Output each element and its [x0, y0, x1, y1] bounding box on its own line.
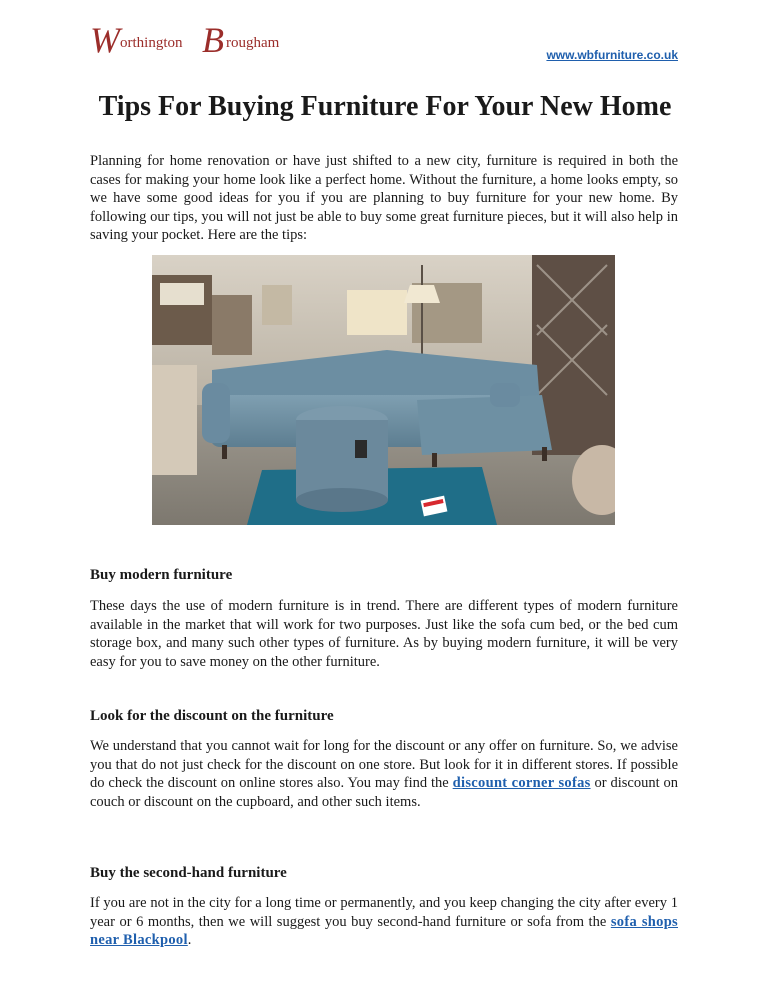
svg-text:B: B: [202, 20, 224, 60]
discount-corner-sofas-link[interactable]: discount corner sofas: [452, 775, 591, 791]
discount-text-after: or discount on couch or discount on the cupboard, and other such items.: [90, 775, 679, 810]
page-title: Tips For Buying Furniture For Your New Home: [98, 91, 672, 122]
svg-text:rougham: rougham: [226, 35, 280, 51]
section-body-second-hand: [90, 894, 678, 950]
second-hand-text-after: .: [187, 932, 192, 948]
section-body-discount: [90, 737, 678, 811]
sofa-showroom-photo: [152, 255, 615, 525]
section-heading-second-hand: Buy the second-hand furniture: [90, 865, 287, 881]
second-hand-text-before: If you are not in the city for a long time or permanently, and you keep changing the city after every 1 year or 6 months, then we will suggest you buy second-hand furniture or sofa from the: [90, 895, 678, 930]
section-body-modern: These days the use of modern furniture is in trend. There are different types of modern furniture available in the market that will work for two purposes. Just like the sofa cum bed, or the bed cum storage box, and many such other types of furniture. As by buying modern furniture, it will be very easy for you to save money on the other furniture.: [90, 598, 678, 670]
section-heading-modern: Buy modern furniture: [90, 567, 233, 583]
section-heading-discount: Look for the discount on the furniture: [90, 708, 334, 724]
sofa-shops-blackpool-link[interactable]: sofa shops near Blackpool: [90, 913, 679, 948]
svg-text:orthington: orthington: [120, 35, 183, 51]
intro-paragraph: Planning for home renovation or have just shifted to a new city, furniture is required in both the cases for making your home look like a perfect home. Without the furniture, a home looks empty, so we have some good ideas for you if you are planning to buy furniture for your new home. By following our tips, you will not just be able to buy some great furniture pieces, but it will also help in saving your pocket. Here are the tips:: [90, 153, 678, 243]
svg-text:W: W: [90, 20, 120, 60]
discount-text-before: We understand that you cannot wait for long for the discount or any offer on furniture. So, we advise you that do not just check for the discount on one store. But look for it in different stores. If possible do check the discount on online stores also. You may find the: [90, 738, 678, 791]
brand-logo[interactable]: [90, 18, 340, 62]
site-url-link[interactable]: www.wbfurniture.co.uk: [546, 48, 678, 62]
